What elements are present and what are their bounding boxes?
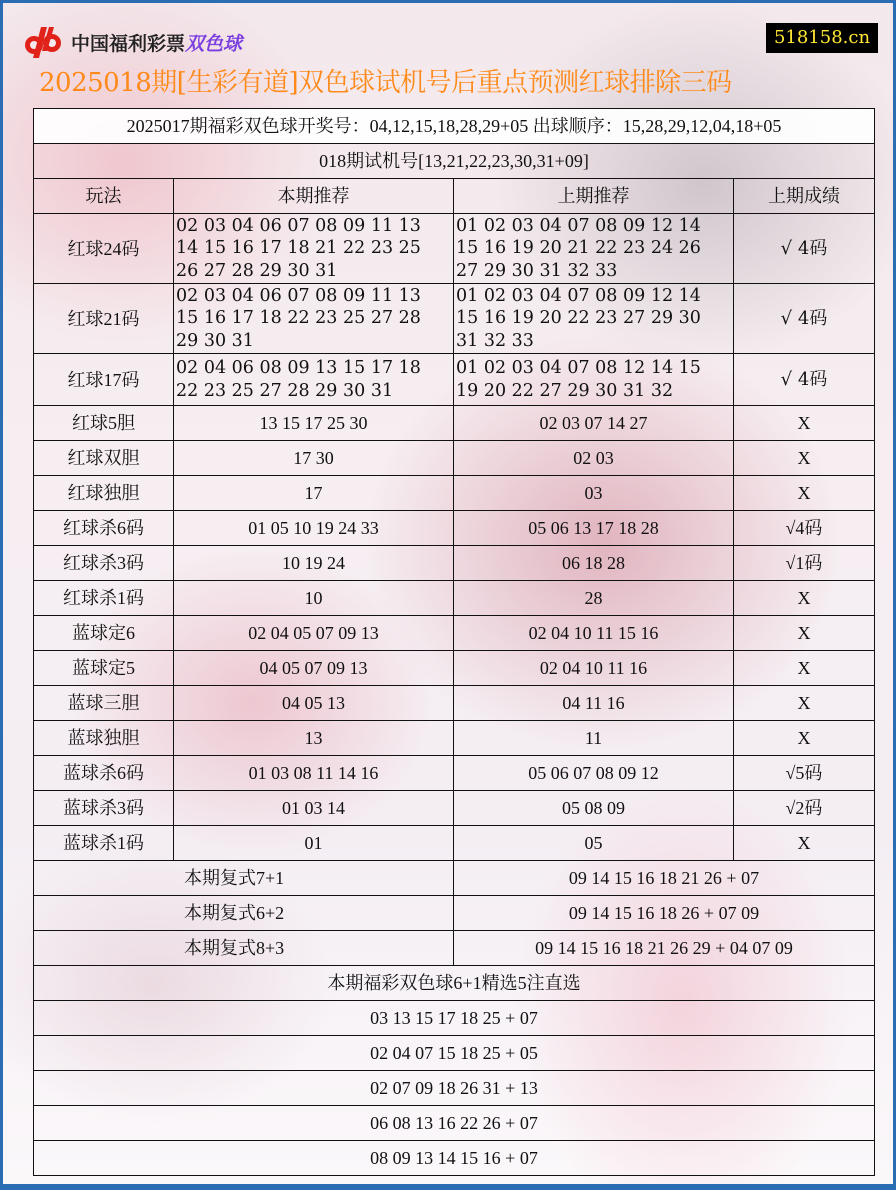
previous-numbers: 02 03 [454,441,734,476]
result: √ 4码 [734,354,875,406]
table-row [34,354,875,406]
cwl-logo-icon [21,25,67,59]
last-draw-info: 2025017期福彩双色球开奖号：04,12,15,18,28,29+05 出球顺序：15,28,29,12,04,18+05 [34,109,875,144]
compound-numbers: 09 14 15 16 18 21 26 29 + 04 07 09 [454,931,875,966]
previous-numbers: 11 [454,721,734,756]
table-row [34,721,875,756]
current-numbers: 10 [174,581,454,616]
table-row [34,581,875,616]
previous-numbers: 02 04 10 11 16 [454,651,734,686]
current-numbers: 13 [174,721,454,756]
result: X [734,616,875,651]
table-header-row [34,179,875,214]
row-label: 蓝球三胆 [34,686,174,721]
pick-row [34,1141,875,1176]
result: X [734,476,875,511]
table-row [34,511,875,546]
header-result: 上期成绩 [734,179,875,214]
pick-row [34,1036,875,1071]
row-label: 红球杀3码 [34,546,174,581]
result: √2码 [734,791,875,826]
row-label: 蓝球杀1码 [34,826,174,861]
current-numbers: 13 15 17 25 30 [174,406,454,441]
pick-numbers: 06 08 13 16 22 26 + 07 [34,1106,875,1141]
prediction-table [33,108,875,1176]
row-label: 蓝球独胆 [34,721,174,756]
current-numbers: 02 04 05 07 09 13 [174,616,454,651]
page-title: 2025018期[生彩有道]双色球试机号后重点预测红球排除三码 [39,68,732,98]
lottery-logo [21,25,242,59]
result: X [734,651,875,686]
table-row [34,214,875,284]
row-label: 蓝球定5 [34,651,174,686]
result: √1码 [734,546,875,581]
table-row [34,284,875,354]
row-label: 蓝球杀6码 [34,756,174,791]
result: X [734,406,875,441]
result: X [734,826,875,861]
row-label: 红球21码 [34,284,174,354]
header-current: 本期推荐 [174,179,454,214]
current-numbers: 01 03 14 [174,791,454,826]
table-row [34,546,875,581]
previous-numbers: 05 [454,826,734,861]
pick-numbers: 02 04 07 15 18 25 + 05 [34,1036,875,1071]
row-label: 红球杀6码 [34,511,174,546]
previous-numbers: 01 02 03 04 07 08 09 12 14 15 16 19 20 21 22 23 24 26 27 29 30 31 32 33 [454,214,734,284]
previous-numbers: 05 06 13 17 18 28 [454,511,734,546]
table-row [34,441,875,476]
current-numbers: 17 30 [174,441,454,476]
logo-text: 中国福利彩票双色球 [71,32,243,55]
row-label: 红球24码 [34,214,174,284]
table-row [34,756,875,791]
row-label: 红球17码 [34,354,174,406]
current-numbers: 04 05 13 [174,686,454,721]
result: X [734,441,875,476]
result: √4码 [734,511,875,546]
compound-label: 本期复式7+1 [34,861,454,896]
compound-label: 本期复式6+2 [34,896,454,931]
row-label: 红球5胆 [34,406,174,441]
pick-numbers: 02 07 09 18 26 31 + 13 [34,1071,875,1106]
compound-label: 本期复式8+3 [34,931,454,966]
result: X [734,686,875,721]
compound-numbers: 09 14 15 16 18 21 26 + 07 [454,861,875,896]
table-row [34,686,875,721]
row-label: 红球杀1码 [34,581,174,616]
result: √ 4码 [734,284,875,354]
row-label: 红球双胆 [34,441,174,476]
table-row [34,616,875,651]
previous-numbers: 28 [454,581,734,616]
test-numbers: 018期试机号[13,21,22,23,30,31+09] [34,144,875,179]
previous-numbers: 04 11 16 [454,686,734,721]
compound-row [34,931,875,966]
current-numbers: 04 05 07 09 13 [174,651,454,686]
current-numbers: 02 04 06 08 09 13 15 17 18 22 23 25 27 28 29 30 31 [174,354,454,406]
pick-row [34,1071,875,1106]
previous-numbers: 01 02 03 04 07 08 09 12 14 15 16 19 20 22 23 27 29 30 31 32 33 [454,284,734,354]
table-row [34,406,875,441]
compound-row [34,896,875,931]
previous-numbers: 01 02 03 04 07 08 12 14 15 19 20 22 27 29 30 31 32 [454,354,734,406]
previous-numbers: 02 03 07 14 27 [454,406,734,441]
header-previous: 上期推荐 [454,179,734,214]
current-numbers: 17 [174,476,454,511]
result: X [734,581,875,616]
header-play: 玩法 [34,179,174,214]
current-numbers: 10 19 24 [174,546,454,581]
pick-numbers: 03 13 15 17 18 25 + 07 [34,1001,875,1036]
table-row [34,476,875,511]
table-row [34,651,875,686]
previous-numbers: 05 08 09 [454,791,734,826]
previous-numbers: 02 04 10 11 15 16 [454,616,734,651]
compound-row [34,861,875,896]
result: X [734,721,875,756]
pick-numbers: 08 09 13 14 15 16 + 07 [34,1141,875,1176]
pick-row [34,1001,875,1036]
compound-numbers: 09 14 15 16 18 26 + 07 09 [454,896,875,931]
current-numbers: 01 05 10 19 24 33 [174,511,454,546]
site-badge: 518158.cn [766,23,878,53]
previous-numbers: 03 [454,476,734,511]
table-row [34,826,875,861]
row-label: 蓝球定6 [34,616,174,651]
row-label: 红球独胆 [34,476,174,511]
previous-numbers: 05 06 07 08 09 12 [454,756,734,791]
result: √ 4码 [734,214,875,284]
result: √5码 [734,756,875,791]
current-numbers: 02 03 04 06 07 08 09 11 13 14 15 16 17 18 21 22 23 25 26 27 28 29 30 31 [174,214,454,284]
pick-row [34,1106,875,1141]
current-numbers: 02 03 04 06 07 08 09 11 13 15 16 17 18 22 23 25 27 28 29 30 31 [174,284,454,354]
previous-numbers: 06 18 28 [454,546,734,581]
row-label: 蓝球杀3码 [34,791,174,826]
table-row [34,791,875,826]
current-numbers: 01 [174,826,454,861]
picks-title: 本期福彩双色球6+1精选5注直选 [34,966,875,1001]
current-numbers: 01 03 08 11 14 16 [174,756,454,791]
